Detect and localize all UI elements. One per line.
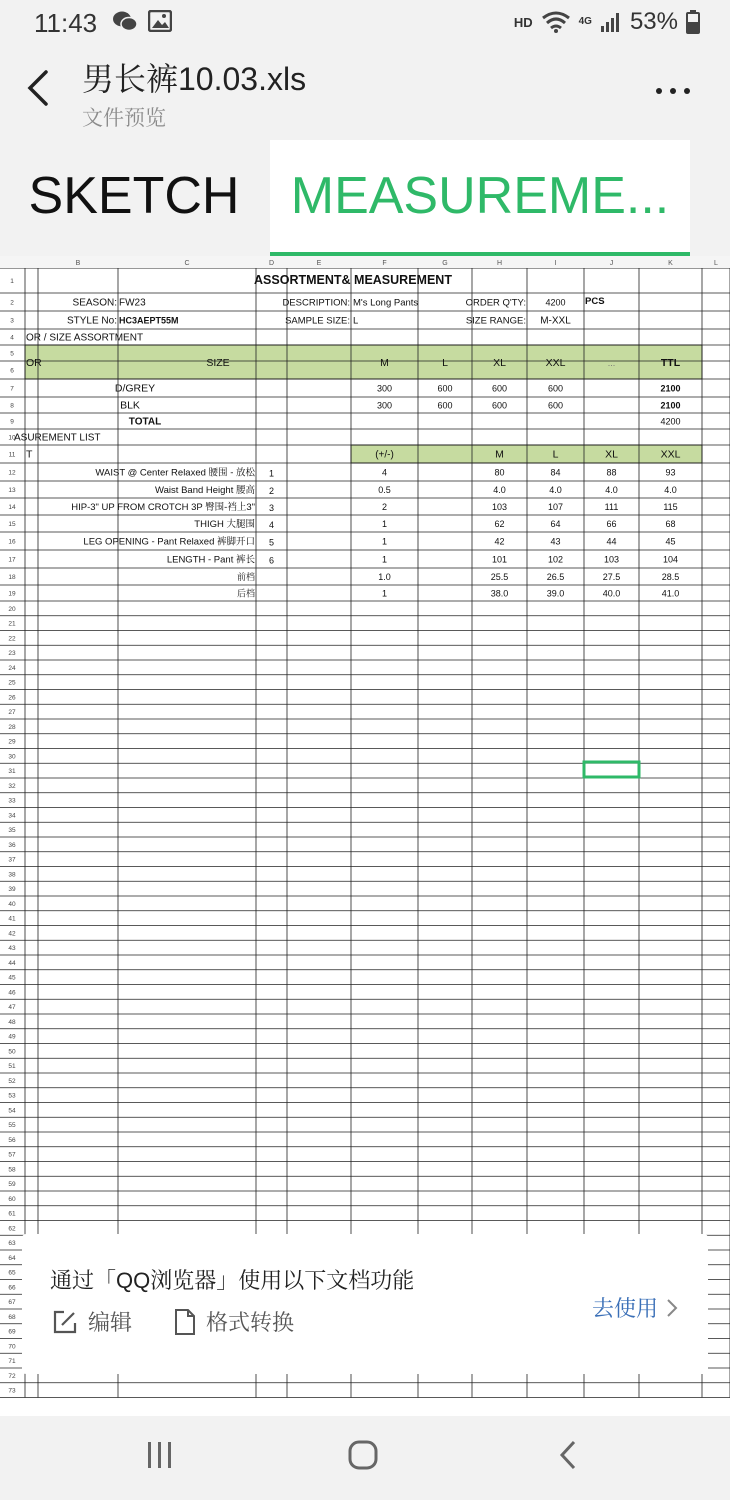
column-letter-c: C xyxy=(184,260,190,267)
row-number: 40 xyxy=(8,900,16,908)
row-number: 66 xyxy=(8,1284,16,1292)
row-number: 3 xyxy=(10,317,14,325)
assort-header-more: ... xyxy=(607,358,616,368)
meas-header-l: L xyxy=(552,448,559,461)
total-ttl: 4200 xyxy=(660,416,681,427)
selected-cell[interactable] xyxy=(584,762,639,777)
row-number: 73 xyxy=(8,1387,16,1395)
assortment-label: OR / SIZE ASSORTMENT xyxy=(26,332,144,344)
sample-size-value: L xyxy=(353,315,359,327)
row-number: 63 xyxy=(8,1240,16,1248)
assort-xxl: 600 xyxy=(547,383,564,394)
row-number: 43 xyxy=(8,945,16,953)
column-letter-j: J xyxy=(609,260,614,267)
row-number: 12 xyxy=(8,469,16,477)
meas-point-name: THIGH 大腿围 xyxy=(194,519,255,530)
size-range-value: M-XXL xyxy=(540,315,571,327)
meas-point-number: 6 xyxy=(268,555,275,566)
meas-m: 25.5 xyxy=(490,572,509,582)
file-subtitle: 文件预览 xyxy=(82,107,166,130)
row-number: 27 xyxy=(8,709,16,717)
meas-tolerance: 4 xyxy=(381,467,388,478)
meas-xxl: 41.0 xyxy=(661,588,680,599)
row-number: 10 xyxy=(8,434,16,442)
row-number: 52 xyxy=(8,1077,16,1085)
meas-tolerance: 1.0 xyxy=(378,572,391,582)
row-number: 6 xyxy=(10,367,14,375)
meas-l: 84 xyxy=(550,467,561,478)
go-use-button[interactable] xyxy=(592,1292,678,1323)
row-number: 15 xyxy=(8,521,16,528)
meas-xl: 27.5 xyxy=(602,572,621,582)
row-number: 7 xyxy=(10,385,14,393)
meas-xxl: 68 xyxy=(665,519,676,529)
meas-tolerance: 1 xyxy=(381,536,388,547)
convert-label: 格式转换 xyxy=(206,1310,295,1335)
edit-icon xyxy=(52,1309,78,1335)
row-number: 25 xyxy=(8,679,16,687)
assort-header-ttl: TTL xyxy=(660,357,681,369)
row-number: 20 xyxy=(8,605,16,613)
meas-m: 103 xyxy=(491,502,508,512)
meas-point-number: 3 xyxy=(268,503,275,513)
assort-m: 300 xyxy=(376,400,393,411)
row-number: 46 xyxy=(8,989,16,997)
row-number: 65 xyxy=(8,1269,16,1277)
column-letter-b: B xyxy=(75,260,81,267)
description-value: M's Long Pants xyxy=(353,297,419,309)
pcs-label: PCS xyxy=(585,296,605,307)
row-number: 44 xyxy=(8,959,16,967)
row-number: 56 xyxy=(8,1136,16,1144)
battery-icon xyxy=(686,10,700,34)
row-number: 1 xyxy=(10,278,14,285)
row-number: 22 xyxy=(8,635,16,643)
recent-apps-icon[interactable] xyxy=(146,1440,174,1470)
row-number: 70 xyxy=(8,1343,16,1351)
meas-xxl: 45 xyxy=(665,536,676,547)
row-number: 4 xyxy=(10,334,14,342)
row-number: 64 xyxy=(8,1254,16,1262)
meas-l: 107 xyxy=(547,502,564,512)
row-number: 29 xyxy=(8,738,16,746)
back-arrow-icon[interactable] xyxy=(26,68,50,108)
meas-tolerance: 1 xyxy=(381,554,388,565)
meas-point-name: WAIST @ Center Relaxed 腰围 - 放松 xyxy=(95,467,255,479)
assort-ttl: 2100 xyxy=(660,383,681,394)
meas-header-xxl: XXL xyxy=(660,448,681,461)
row-number: 71 xyxy=(8,1358,16,1366)
measurement-header-fill xyxy=(351,445,702,463)
row-number: 23 xyxy=(8,650,16,658)
nav-back-icon[interactable] xyxy=(558,1440,578,1470)
assort-header-size: SIZE xyxy=(206,357,230,369)
gallery-icon xyxy=(148,10,172,32)
title-bar xyxy=(0,46,730,138)
row-number: 48 xyxy=(8,1018,16,1026)
meas-point-name: 前档 xyxy=(236,572,255,582)
row-number: 51 xyxy=(8,1063,16,1071)
row-number: 53 xyxy=(8,1092,16,1100)
row-number: 18 xyxy=(8,574,16,581)
sample-size-label: SAMPLE SIZE: xyxy=(285,315,350,327)
assort-header-xxl: XXL xyxy=(545,357,566,369)
row-number: 8 xyxy=(10,402,14,410)
row-number: 57 xyxy=(8,1151,16,1159)
row-number: 68 xyxy=(8,1313,16,1321)
meas-l: 4.0 xyxy=(549,485,562,495)
assort-l: 600 xyxy=(437,383,453,394)
assort-header-xl: XL xyxy=(493,357,506,369)
tab-sketch[interactable]: SKETCH xyxy=(28,167,240,225)
format-convert-button[interactable] xyxy=(174,1306,294,1337)
row-number: 2 xyxy=(10,299,14,307)
row-number: 41 xyxy=(8,915,16,923)
meas-m: 38.0 xyxy=(490,588,509,599)
meas-tolerance: 1 xyxy=(381,519,388,529)
meas-point-name: LENGTH - Pant 裤长 xyxy=(166,554,255,566)
row-number: 61 xyxy=(8,1210,16,1218)
row-number: 69 xyxy=(8,1328,16,1336)
assort-header-color: OR xyxy=(26,357,42,369)
meas-m: 4.0 xyxy=(493,485,506,495)
row-number: 28 xyxy=(8,723,16,731)
row-number: 39 xyxy=(8,886,16,894)
meas-xl: 40.0 xyxy=(602,588,621,599)
row-number: 35 xyxy=(8,827,16,835)
meas-header-xl: XL xyxy=(605,448,618,461)
column-letter-l: L xyxy=(714,260,718,267)
document-icon xyxy=(174,1309,196,1335)
row-number: 30 xyxy=(8,753,16,761)
meas-l: 43 xyxy=(550,536,561,547)
column-letter-k: K xyxy=(668,260,673,267)
hd-indicator: HD xyxy=(513,14,533,30)
row-number: 54 xyxy=(8,1107,16,1115)
assortment-header-fill xyxy=(25,345,702,379)
column-header-strip xyxy=(0,256,730,268)
banner-title: 通过「QQ浏览器」使用以下文档功能 xyxy=(50,1268,415,1293)
row-number: 37 xyxy=(8,856,16,864)
meas-header-tol: (+/-) xyxy=(375,449,394,461)
assort-xl: 600 xyxy=(491,400,508,411)
row-number: 31 xyxy=(8,768,16,776)
meas-header-m: M xyxy=(495,448,504,461)
meas-tolerance: 1 xyxy=(381,588,388,599)
android-nav-bar xyxy=(0,1416,730,1500)
meas-header-col: T xyxy=(26,448,33,461)
row-number: 60 xyxy=(8,1195,16,1203)
sheet-title: ASSORTMENT& MEASUREMENT xyxy=(254,273,452,287)
row-number: 24 xyxy=(8,664,16,672)
wechat-icon xyxy=(112,10,138,32)
column-letter-d: D xyxy=(268,260,275,267)
row-number: 50 xyxy=(8,1048,16,1056)
column-letter-g: G xyxy=(442,260,448,267)
sheet-tabs xyxy=(0,140,730,256)
meas-point-number: 1 xyxy=(268,468,275,479)
meas-xxl: 93 xyxy=(665,467,676,478)
column-letter-i: I xyxy=(554,260,557,267)
row-number: 5 xyxy=(10,350,14,358)
meas-xxl: 4.0 xyxy=(664,485,677,495)
meas-tolerance: 0.5 xyxy=(378,485,391,495)
assort-color: BLK xyxy=(120,399,140,412)
row-number: 42 xyxy=(8,930,16,938)
meas-point-name: HIP-3" UP FROM CROTCH 3P 臀围-裆上3" xyxy=(71,502,255,513)
network-4g: 4G xyxy=(578,16,592,27)
meas-point-number: 4 xyxy=(268,520,275,530)
assort-l: 600 xyxy=(437,400,453,411)
chevron-right-icon xyxy=(666,1298,678,1318)
wifi-icon xyxy=(541,10,571,34)
order-qty-label: ORDER Q'TY: xyxy=(465,297,526,309)
row-number: 67 xyxy=(8,1299,16,1307)
meas-l: 26.5 xyxy=(546,572,565,582)
meas-l: 64 xyxy=(550,519,561,529)
meas-m: 42 xyxy=(494,536,505,547)
assort-xl: 600 xyxy=(491,383,508,394)
go-use-label: 去使用 xyxy=(591,1296,658,1321)
row-number: 59 xyxy=(8,1181,16,1189)
meas-xl: 66 xyxy=(606,519,617,529)
total-label: TOTAL xyxy=(128,416,162,428)
assort-ttl: 2100 xyxy=(660,400,681,411)
row-number: 13 xyxy=(8,487,16,494)
meas-xl: 103 xyxy=(603,554,620,565)
column-letter-e: E xyxy=(316,260,322,267)
column-letter-f: F xyxy=(382,260,387,267)
assort-color: D/GREY xyxy=(114,382,156,395)
qq-browser-banner xyxy=(22,1234,708,1374)
meas-l: 39.0 xyxy=(546,588,565,599)
meas-point-name: Waist Band Height 腰高 xyxy=(155,485,255,496)
row-number: 16 xyxy=(8,538,16,546)
row-number: 19 xyxy=(8,590,16,598)
size-range-label: SIZE RANGE: xyxy=(465,315,526,327)
assort-header-m: M xyxy=(380,357,389,369)
status-time: 11:43 xyxy=(34,8,98,38)
meas-l: 102 xyxy=(547,554,564,565)
meas-point-name: LEG OPENING - Pant Relaxed 裤脚开口 xyxy=(83,536,255,548)
signal-icon xyxy=(600,12,622,32)
row-number: 38 xyxy=(8,871,16,879)
tab-measurement[interactable]: MEASUREME... xyxy=(270,140,690,256)
meas-point-number: 5 xyxy=(268,537,275,548)
assort-header-l: L xyxy=(442,357,448,369)
more-menu-icon[interactable] xyxy=(656,88,690,94)
edit-button[interactable] xyxy=(52,1306,132,1337)
description-label: DESCRIPTION: xyxy=(282,297,350,309)
meas-xxl: 104 xyxy=(662,554,679,565)
row-number: 47 xyxy=(8,1004,16,1012)
season-label: SEASON: xyxy=(72,297,117,309)
meas-xxl: 28.5 xyxy=(661,572,680,582)
row-number: 49 xyxy=(8,1033,16,1041)
row-number: 17 xyxy=(8,556,16,564)
meas-xl: 111 xyxy=(604,502,619,512)
row-number: 62 xyxy=(8,1225,16,1233)
file-name: 男长裤10.03.xls xyxy=(82,61,307,97)
meas-m: 101 xyxy=(491,554,508,565)
order-qty-value: 4200 xyxy=(545,297,566,308)
row-number: 14 xyxy=(8,504,16,511)
row-number: 55 xyxy=(8,1122,16,1130)
meas-xl: 4.0 xyxy=(605,485,618,495)
meas-point-number: 2 xyxy=(268,486,275,496)
meas-point-name: 后档 xyxy=(236,588,255,599)
row-number: 26 xyxy=(8,694,16,702)
row-number: 11 xyxy=(8,451,16,459)
row-number: 36 xyxy=(8,841,16,849)
meas-xxl: 115 xyxy=(663,502,678,512)
meas-xl: 44 xyxy=(606,536,617,547)
row-number: 9 xyxy=(10,418,14,426)
season-value: FW23 xyxy=(119,297,146,309)
row-number: 58 xyxy=(8,1166,16,1174)
row-number: 45 xyxy=(8,974,16,982)
measurement-list-label: ASUREMENT LIST xyxy=(14,432,101,444)
style-value: HC3AEPT55M xyxy=(119,315,179,326)
assort-xxl: 600 xyxy=(547,400,564,411)
edit-label: 编辑 xyxy=(88,1310,133,1335)
column-letter-h: H xyxy=(496,260,503,267)
status-bar xyxy=(0,0,730,46)
style-label: STYLE No: xyxy=(66,315,117,327)
battery-percent: 53% xyxy=(629,8,678,35)
home-icon[interactable] xyxy=(348,1440,378,1470)
row-number: 34 xyxy=(8,812,16,820)
meas-xl: 88 xyxy=(606,467,617,478)
meas-tolerance: 2 xyxy=(381,502,388,512)
assort-m: 300 xyxy=(376,383,393,394)
row-number: 33 xyxy=(8,797,16,805)
row-number: 72 xyxy=(8,1372,16,1380)
row-number: 32 xyxy=(8,782,16,790)
row-number: 21 xyxy=(8,620,16,628)
meas-m: 80 xyxy=(494,467,505,478)
meas-m: 62 xyxy=(494,519,505,529)
